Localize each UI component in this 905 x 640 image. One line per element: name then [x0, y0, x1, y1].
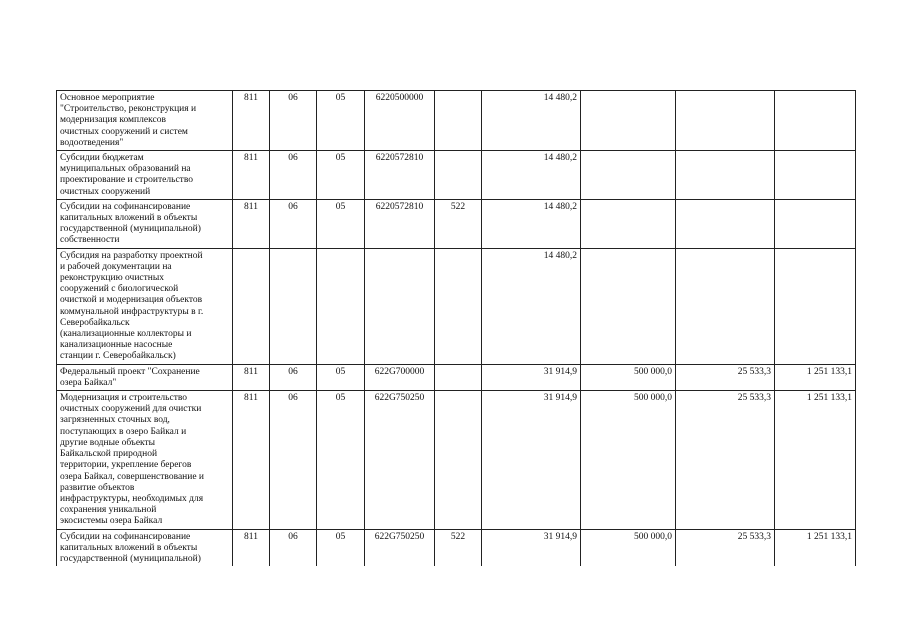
cell-podrazdel: 05 — [317, 151, 365, 200]
cell-vid-rashodov — [435, 91, 482, 151]
cell-tselevaya-statya: 622G750250 — [365, 391, 435, 529]
cell-sum-2 — [581, 248, 676, 364]
cell-name: Основное мероприятие "Строительство, реконструкция и модернизация комплексов очистных сооружений и систем водоотведения" — [57, 91, 233, 151]
cell-podrazdel: 05 — [317, 529, 365, 566]
cell-podrazdel: 05 — [317, 91, 365, 151]
table-row — [57, 91, 856, 151]
table-row — [57, 199, 856, 248]
cell-razdel — [270, 248, 317, 364]
cell-name: Субсидии бюджетам муниципальных образований на проектирование и строительство очистных сооружений — [57, 151, 233, 200]
cell-tselevaya-statya: 622G750250 — [365, 529, 435, 566]
cell-sum-4: 1 251 133,1 — [775, 529, 856, 566]
cell-ved: 811 — [233, 529, 270, 566]
cell-sum-1: 31 914,9 — [482, 529, 581, 566]
table-row — [57, 248, 856, 364]
cell-vid-rashodov — [435, 364, 482, 390]
cell-vid-rashodov: 522 — [435, 529, 482, 566]
cell-vid-rashodov: 522 — [435, 199, 482, 248]
cell-sum-4 — [775, 199, 856, 248]
cell-razdel: 06 — [270, 364, 317, 390]
table-row — [57, 364, 856, 390]
cell-podrazdel: 05 — [317, 199, 365, 248]
cell-ved: 811 — [233, 364, 270, 390]
cell-ved: 811 — [233, 199, 270, 248]
cell-name: Федеральный проект "Сохранение озера Байкал" — [57, 364, 233, 390]
cell-tselevaya-statya — [365, 248, 435, 364]
cell-sum-2 — [581, 151, 676, 200]
cell-tselevaya-statya: 6220500000 — [365, 91, 435, 151]
cell-tselevaya-statya: 622G700000 — [365, 364, 435, 390]
cell-podrazdel: 05 — [317, 364, 365, 390]
table-row — [57, 529, 856, 566]
cell-ved: 811 — [233, 151, 270, 200]
cell-sum-3: 25 533,3 — [676, 364, 775, 390]
cell-sum-3: 25 533,3 — [676, 391, 775, 529]
cell-sum-1: 31 914,9 — [482, 391, 581, 529]
cell-razdel: 06 — [270, 91, 317, 151]
cell-name: Субсидии на софинансирование капитальных вложений в объекты государственной (муниципальной) собственности — [57, 199, 233, 248]
cell-vid-rashodov — [435, 151, 482, 200]
cell-tselevaya-statya: 6220572810 — [365, 199, 435, 248]
cell-sum-4 — [775, 248, 856, 364]
cell-sum-2: 500 000,0 — [581, 364, 676, 390]
budget-table — [56, 90, 856, 566]
cell-sum-4 — [775, 151, 856, 200]
cell-sum-2 — [581, 199, 676, 248]
cell-razdel: 06 — [270, 391, 317, 529]
cell-vid-rashodov — [435, 391, 482, 529]
cell-sum-1: 14 480,2 — [482, 199, 581, 248]
cell-name: Субсидии на софинансирование капитальных вложений в объекты государственной (муниципальной) — [57, 529, 233, 566]
cell-sum-3 — [676, 151, 775, 200]
cell-podrazdel — [317, 248, 365, 364]
cell-podrazdel: 05 — [317, 391, 365, 529]
cell-sum-4 — [775, 91, 856, 151]
cell-name: Субсидия на разработку проектной и рабочей документации на реконструкцию очистных сооружений с биологической очисткой и модернизация объектов коммунальной инфраструктуры в г. Северобайкальск (канализационные коллекторы и канализационные насосные станции г. Северобайкальск) — [57, 248, 233, 364]
cell-razdel: 06 — [270, 151, 317, 200]
cell-sum-3 — [676, 91, 775, 151]
cell-sum-1: 14 480,2 — [482, 248, 581, 364]
cell-sum-3 — [676, 248, 775, 364]
table-row — [57, 151, 856, 200]
cell-sum-4: 1 251 133,1 — [775, 391, 856, 529]
cell-ved: 811 — [233, 391, 270, 529]
cell-sum-2: 500 000,0 — [581, 391, 676, 529]
cell-sum-1: 14 480,2 — [482, 151, 581, 200]
cell-vid-rashodov — [435, 248, 482, 364]
cell-name: Модернизация и строительство очистных сооружений для очистки загрязненных сточных вод, поступающих в озеро Байкал и другие водные объекты Байкальской природной территории, укрепление берегов озера Байкал, совершенствование и развитие объектов инфраструктуры, необходимых для сохранения уникальной экосистемы озера Байкал — [57, 391, 233, 529]
cell-sum-1: 31 914,9 — [482, 364, 581, 390]
cell-ved — [233, 248, 270, 364]
cell-sum-4: 1 251 133,1 — [775, 364, 856, 390]
cell-razdel: 06 — [270, 529, 317, 566]
cell-sum-2: 500 000,0 — [581, 529, 676, 566]
cell-sum-3: 25 533,3 — [676, 529, 775, 566]
table-row — [57, 391, 856, 529]
cell-tselevaya-statya: 6220572810 — [365, 151, 435, 200]
cell-razdel: 06 — [270, 199, 317, 248]
cell-sum-3 — [676, 199, 775, 248]
cell-ved: 811 — [233, 91, 270, 151]
cell-sum-2 — [581, 91, 676, 151]
cell-sum-1: 14 480,2 — [482, 91, 581, 151]
